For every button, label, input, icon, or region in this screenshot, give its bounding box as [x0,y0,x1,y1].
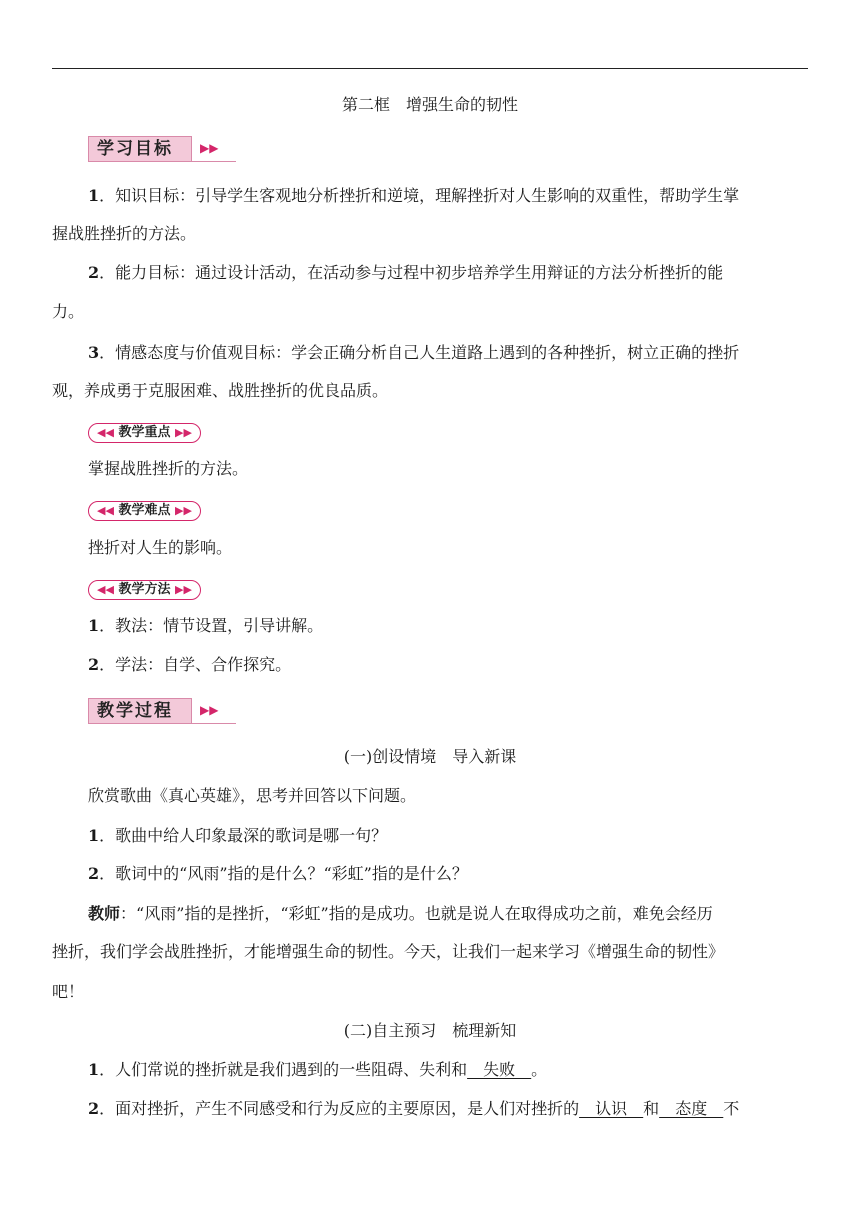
chevron-left-icon: ◀◀ [97,426,114,439]
goal-3-line-2: 观，养成勇于克服困难、战胜挫折的优良品质。 [52,381,389,400]
section-pill-difficult [88,499,201,519]
intro-text: 欣赏歌曲《真心英雄》，思考并回答以下问题。 [88,786,417,805]
part-1-title: (一)创设情境 导入新课 [343,747,517,766]
answer-blank: __失败__ [467,1060,532,1079]
goal-3-line-1: 3．情感态度与价值观目标：学会正确分析自己人生道路上遇到的各种挫折，树立正确的挫折 [88,343,740,362]
pill-label: 教学重点 [118,425,171,440]
method-2: 2．学法：自学、合作探究。 [88,655,292,674]
part-2-title: (二)自主预习 梳理新知 [343,1021,517,1040]
double-arrow-icon: ▶▶ [192,698,236,724]
goal-1-line-1: 1．知识目标：引导学生客观地分析挫折和逆境，理解挫折对人生影响的双重性，帮助学生掌 [88,186,740,205]
difficult-point-text: 挫折对人生的影响。 [88,538,233,557]
header-rule [52,68,808,69]
method-1: 1．教法：情节设置，引导讲解。 [88,616,324,635]
pill-label: 教学难点 [118,503,171,518]
chevron-right-icon: ▶▶ [175,504,192,517]
teacher-line-2: 挫折，我们学会战胜挫折，才能增强生命的韧性。今天，让我们一起来学习《增强生命的韧性》 [52,942,725,961]
fill-blank-1: 1．人们常说的挫折就是我们遇到的一些阻碍、失利和__失败__。 [88,1060,548,1079]
chevron-left-icon: ◀◀ [97,504,114,517]
answer-blank: __态度__ [659,1099,724,1118]
section-pill-method [88,578,201,598]
key-point-text: 掌握战胜挫折的方法。 [88,459,249,478]
chevron-right-icon: ▶▶ [175,426,192,439]
chevron-right-icon: ▶▶ [175,583,192,596]
banner-label: 教学过程 [88,698,192,724]
banner-label: 学习目标 [88,136,192,162]
page-title: 第二框 增强生命的韧性 [341,95,518,114]
double-arrow-icon: ▶▶ [192,136,236,162]
answer-blank: __认识__ [579,1099,644,1118]
section-pill-key [88,421,201,441]
chevron-left-icon: ◀◀ [97,583,114,596]
pill-label: 教学方法 [118,582,171,597]
goal-2-line-1: 2．能力目标：通过设计活动，在活动参与过程中初步培养学生用辩证的方法分析挫折的能 [88,263,724,282]
teacher-line-1: 教师：“风雨”指的是挫折，“彩虹”指的是成功。也就是说人在取得成功之前，难免会经历 [88,904,713,923]
teacher-line-3: 吧！ [52,982,85,1001]
question-1: 1．歌曲中给人印象最深的歌词是哪一句？ [88,826,388,845]
goal-1-line-2: 握战胜挫折的方法。 [52,224,197,243]
fill-blank-2: 2．面对挫折，产生不同感受和行为反应的主要原因，是人们对挫折的__认识__和__态度__不 [88,1099,740,1118]
goal-2-line-2: 力。 [52,302,85,321]
question-2: 2．歌词中的“风雨”指的是什么？“彩虹”指的是什么？ [88,864,468,883]
